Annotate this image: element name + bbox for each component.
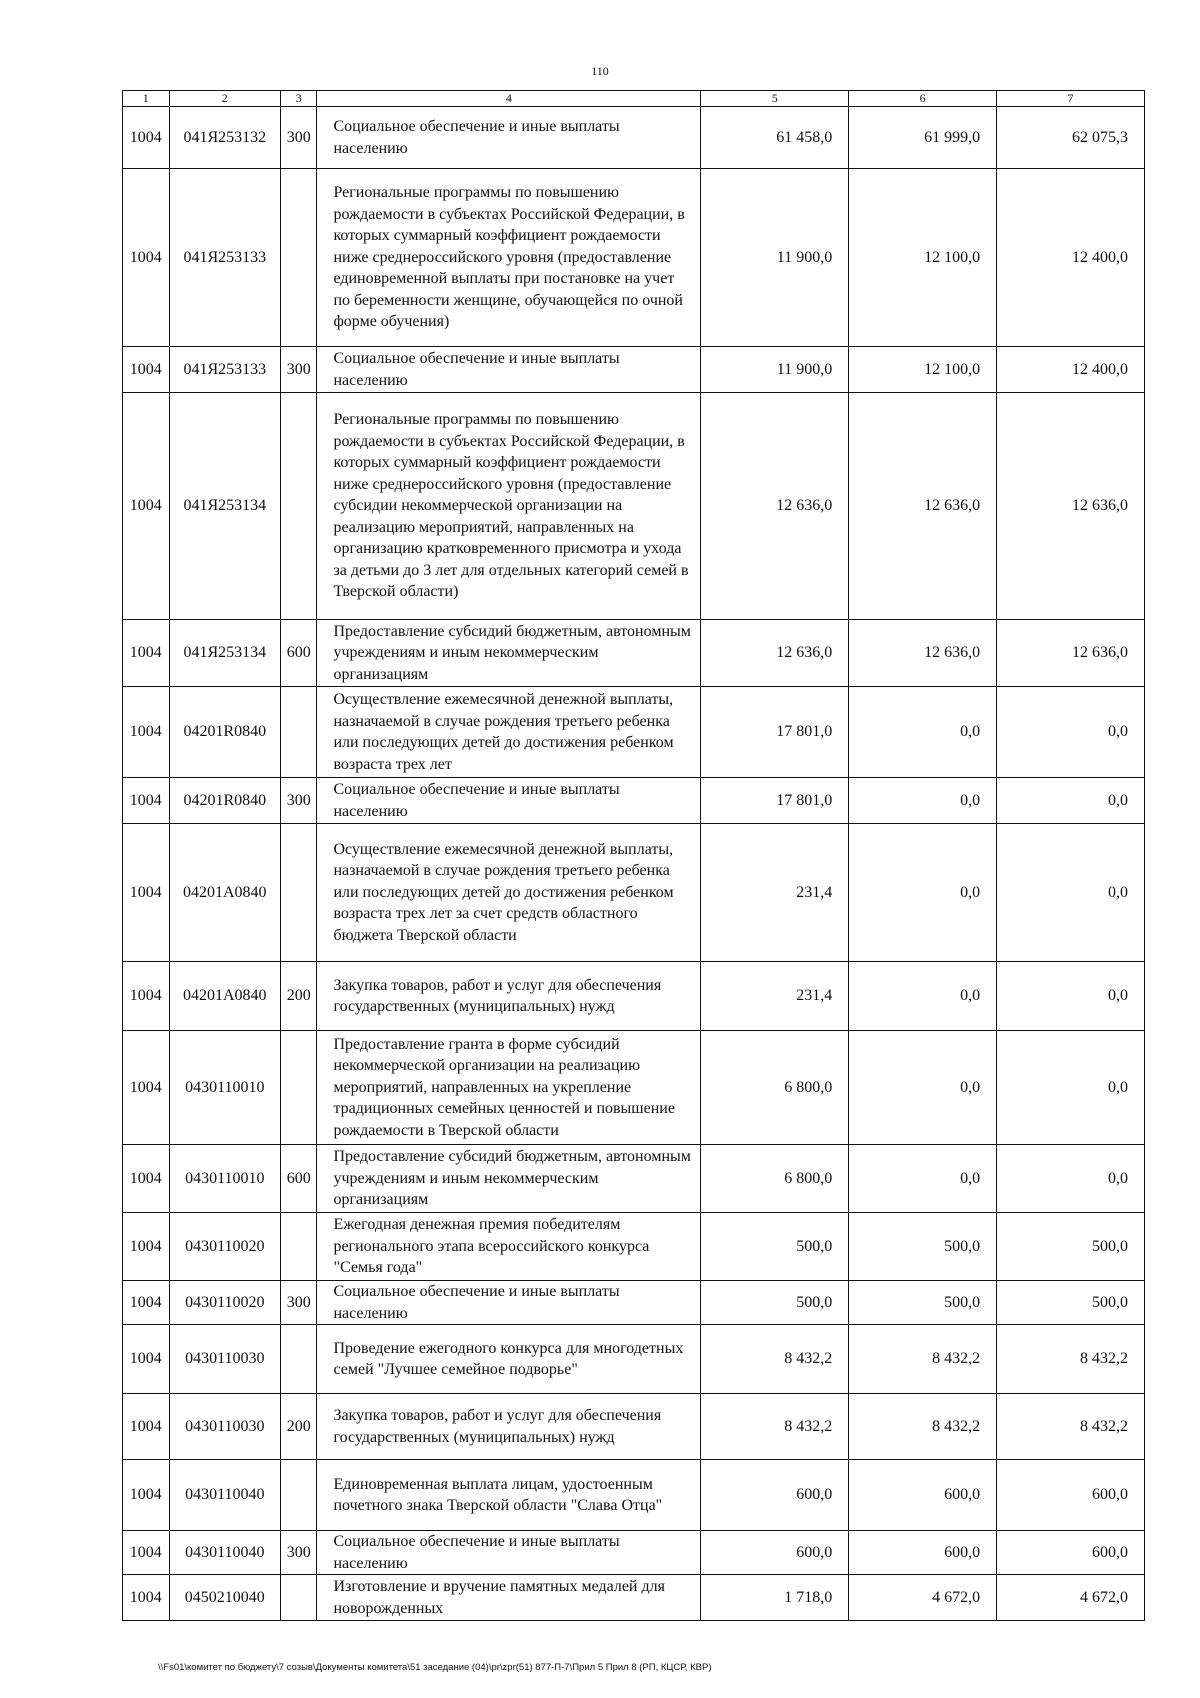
expense-type-code [280, 824, 316, 962]
page-number: 110 [591, 64, 609, 78]
expense-type-code: 300 [280, 1531, 316, 1575]
item-name: Предоставление субсидий бюджетным, автономным учреждениям и иным некоммерческим организациям [317, 1145, 701, 1213]
table-row [123, 393, 1145, 620]
expense-type-code: 300 [280, 1281, 316, 1325]
amount-col6: 500,0 [849, 1281, 997, 1325]
item-name: Социальное обеспечение и иные выплаты населению [317, 347, 701, 393]
item-name: Предоставление гранта в форме субсидий некоммерческой организации на реализацию мероприятий, направленных на укрепление традиционных семейных ценностей и повышение рождаемости в Тверской области [317, 1031, 701, 1145]
item-name: Закупка товаров, работ и услуг для обеспечения государственных (муниципальных) нужд [317, 962, 701, 1031]
amount-col7: 0,0 [997, 962, 1145, 1031]
target-article-code: 04201R0840 [169, 778, 280, 824]
amount-col5: 500,0 [701, 1213, 849, 1281]
item-name: Изготовление и вручение памятных медалей для новорожденных [317, 1575, 701, 1621]
header-cell: 6 [849, 91, 997, 107]
budget-table [122, 90, 1145, 1621]
section-code: 1004 [123, 824, 170, 962]
amount-col7: 500,0 [997, 1281, 1145, 1325]
table-row [123, 620, 1145, 687]
table-row [123, 778, 1145, 824]
amount-col5: 231,4 [701, 824, 849, 962]
item-name: Единовременная выплата лицам, удостоенным почетного знака Тверской области "Слава Отца" [317, 1460, 701, 1531]
expense-type-code [280, 687, 316, 778]
amount-col5: 11 900,0 [701, 169, 849, 347]
item-name: Социальное обеспечение и иные выплаты населению [317, 1531, 701, 1575]
amount-col5: 12 636,0 [701, 620, 849, 687]
item-name: Социальное обеспечение и иные выплаты населению [317, 107, 701, 169]
header-cell: 5 [701, 91, 849, 107]
expense-type-code: 600 [280, 1145, 316, 1213]
section-code: 1004 [123, 1281, 170, 1325]
table-row [123, 1145, 1145, 1213]
expense-type-code: 300 [280, 347, 316, 393]
table-row [123, 1325, 1145, 1394]
table-row [123, 962, 1145, 1031]
section-code: 1004 [123, 169, 170, 347]
target-article-code: 041Я253134 [169, 393, 280, 620]
amount-col7: 0,0 [997, 687, 1145, 778]
item-name: Региональные программы по повышению рождаемости в субъектах Российской Федерации, в которых суммарный коэффициент рождаемости ниже среднероссийского уровня (предоставление единовременной выплаты при постановке на учет по беременности женщине, обучающейся по очной форме обучения) [317, 169, 701, 347]
item-name: Проведение ежегодного конкурса для многодетных семей "Лучшее семейное подворье" [317, 1325, 701, 1394]
amount-col7: 0,0 [997, 778, 1145, 824]
item-name: Региональные программы по повышению рождаемости в субъектах Российской Федерации, в которых суммарный коэффициент рождаемости ниже среднероссийского уровня (предоставление субсидии некоммерческой организации на реализацию мероприятий, направленных на организацию кратковременного присмотра и ухода за детьми до 3 лет для отдельных категорий семей в Тверской области) [317, 393, 701, 620]
amount-col6: 4 672,0 [849, 1575, 997, 1621]
expense-type-code [280, 1213, 316, 1281]
amount-col7: 8 432,2 [997, 1394, 1145, 1460]
amount-col5: 6 800,0 [701, 1145, 849, 1213]
section-code: 1004 [123, 1213, 170, 1281]
amount-col6: 8 432,2 [849, 1394, 997, 1460]
target-article-code: 041Я253133 [169, 169, 280, 347]
target-article-code: 041Я253132 [169, 107, 280, 169]
target-article-code: 04201R0840 [169, 687, 280, 778]
item-name: Ежегодная денежная премия победителям регионального этапа всероссийского конкурса "Семья года" [317, 1213, 701, 1281]
amount-col6: 600,0 [849, 1460, 997, 1531]
amount-col7: 600,0 [997, 1460, 1145, 1531]
expense-type-code [280, 393, 316, 620]
section-code: 1004 [123, 962, 170, 1031]
section-code: 1004 [123, 1325, 170, 1394]
expense-type-code: 300 [280, 778, 316, 824]
amount-col7: 500,0 [997, 1213, 1145, 1281]
section-code: 1004 [123, 393, 170, 620]
amount-col5: 17 801,0 [701, 778, 849, 824]
amount-col6: 500,0 [849, 1213, 997, 1281]
section-code: 1004 [123, 778, 170, 824]
amount-col7: 12 400,0 [997, 169, 1145, 347]
table-row [123, 347, 1145, 393]
expense-type-code [280, 1460, 316, 1531]
target-article-code: 0430110020 [169, 1281, 280, 1325]
section-code: 1004 [123, 1394, 170, 1460]
table-row [123, 824, 1145, 962]
expense-type-code: 200 [280, 962, 316, 1031]
target-article-code: 04201A0840 [169, 824, 280, 962]
amount-col5: 12 636,0 [701, 393, 849, 620]
amount-col5: 600,0 [701, 1531, 849, 1575]
amount-col5: 8 432,2 [701, 1394, 849, 1460]
amount-col7: 12 636,0 [997, 393, 1145, 620]
table-row [123, 1394, 1145, 1460]
amount-col5: 500,0 [701, 1281, 849, 1325]
amount-col5: 17 801,0 [701, 687, 849, 778]
amount-col7: 8 432,2 [997, 1325, 1145, 1394]
table-row [123, 1281, 1145, 1325]
expense-type-code [280, 169, 316, 347]
header-row [123, 91, 1145, 107]
target-article-code: 0430110040 [169, 1460, 280, 1531]
amount-col6: 600,0 [849, 1531, 997, 1575]
section-code: 1004 [123, 347, 170, 393]
target-article-code: 0430110010 [169, 1145, 280, 1213]
item-name: Предоставление субсидий бюджетным, автономным учреждениям и иным некоммерческим организациям [317, 620, 701, 687]
item-name: Социальное обеспечение и иные выплаты населению [317, 1281, 701, 1325]
amount-col6: 0,0 [849, 778, 997, 824]
table-row [123, 169, 1145, 347]
expense-type-code: 200 [280, 1394, 316, 1460]
expense-type-code: 300 [280, 107, 316, 169]
table-row [123, 107, 1145, 169]
section-code: 1004 [123, 1575, 170, 1621]
amount-col6: 12 100,0 [849, 169, 997, 347]
file-path-footer: \\Fs01\комитет по бюджету\7 созыв\Документы комитета\51 заседание (04)\pr\zpr(51) 877-П-7\Прил 5 Прил 8 (РП, КЦСР, КВР) [158, 1662, 712, 1673]
amount-col6: 0,0 [849, 1145, 997, 1213]
section-code: 1004 [123, 1031, 170, 1145]
header-cell: 3 [280, 91, 316, 107]
section-code: 1004 [123, 107, 170, 169]
amount-col7: 4 672,0 [997, 1575, 1145, 1621]
header-cell: 2 [169, 91, 280, 107]
amount-col5: 11 900,0 [701, 347, 849, 393]
expense-type-code [280, 1325, 316, 1394]
amount-col7: 0,0 [997, 1145, 1145, 1213]
expense-type-code [280, 1031, 316, 1145]
amount-col5: 61 458,0 [701, 107, 849, 169]
item-name: Осуществление ежемесячной денежной выплаты, назначаемой в случае рождения третьего ребенка или последующих детей до достижения ребенком возраста трех лет за счет средств областного бюджета Тверской области [317, 824, 701, 962]
item-name: Социальное обеспечение и иные выплаты населению [317, 778, 701, 824]
table-row [123, 1031, 1145, 1145]
amount-col5: 6 800,0 [701, 1031, 849, 1145]
amount-col6: 12 100,0 [849, 347, 997, 393]
item-name: Закупка товаров, работ и услуг для обеспечения государственных (муниципальных) нужд [317, 1394, 701, 1460]
amount-col6: 0,0 [849, 1031, 997, 1145]
amount-col7: 0,0 [997, 1031, 1145, 1145]
amount-col7: 62 075,3 [997, 107, 1145, 169]
amount-col7: 12 400,0 [997, 347, 1145, 393]
target-article-code: 0430110040 [169, 1531, 280, 1575]
target-article-code: 0430110010 [169, 1031, 280, 1145]
table-row [123, 1460, 1145, 1531]
amount-col6: 12 636,0 [849, 620, 997, 687]
section-code: 1004 [123, 1145, 170, 1213]
amount-col6: 0,0 [849, 687, 997, 778]
amount-col7: 12 636,0 [997, 620, 1145, 687]
table-row [123, 1531, 1145, 1575]
amount-col6: 61 999,0 [849, 107, 997, 169]
header-cell: 7 [997, 91, 1145, 107]
amount-col5: 231,4 [701, 962, 849, 1031]
item-name: Осуществление ежемесячной денежной выплаты, назначаемой в случае рождения третьего ребенка или последующих детей до достижения ребенком возраста трех лет [317, 687, 701, 778]
section-code: 1004 [123, 1460, 170, 1531]
expense-type-code [280, 1575, 316, 1621]
target-article-code: 0430110030 [169, 1325, 280, 1394]
section-code: 1004 [123, 620, 170, 687]
amount-col6: 8 432,2 [849, 1325, 997, 1394]
target-article-code: 0430110020 [169, 1213, 280, 1281]
amount-col5: 600,0 [701, 1460, 849, 1531]
amount-col7: 600,0 [997, 1531, 1145, 1575]
target-article-code: 041Я253134 [169, 620, 280, 687]
section-code: 1004 [123, 1531, 170, 1575]
target-article-code: 04201A0840 [169, 962, 280, 1031]
header-cell: 1 [123, 91, 170, 107]
amount-col7: 0,0 [997, 824, 1145, 962]
table-row [123, 687, 1145, 778]
target-article-code: 0430110030 [169, 1394, 280, 1460]
amount-col5: 8 432,2 [701, 1325, 849, 1394]
table-row [123, 1575, 1145, 1621]
target-article-code: 041Я253133 [169, 347, 280, 393]
header-cell: 4 [317, 91, 701, 107]
expense-type-code: 600 [280, 620, 316, 687]
amount-col5: 1 718,0 [701, 1575, 849, 1621]
amount-col6: 12 636,0 [849, 393, 997, 620]
table-row [123, 1213, 1145, 1281]
amount-col6: 0,0 [849, 824, 997, 962]
amount-col6: 0,0 [849, 962, 997, 1031]
section-code: 1004 [123, 687, 170, 778]
target-article-code: 0450210040 [169, 1575, 280, 1621]
